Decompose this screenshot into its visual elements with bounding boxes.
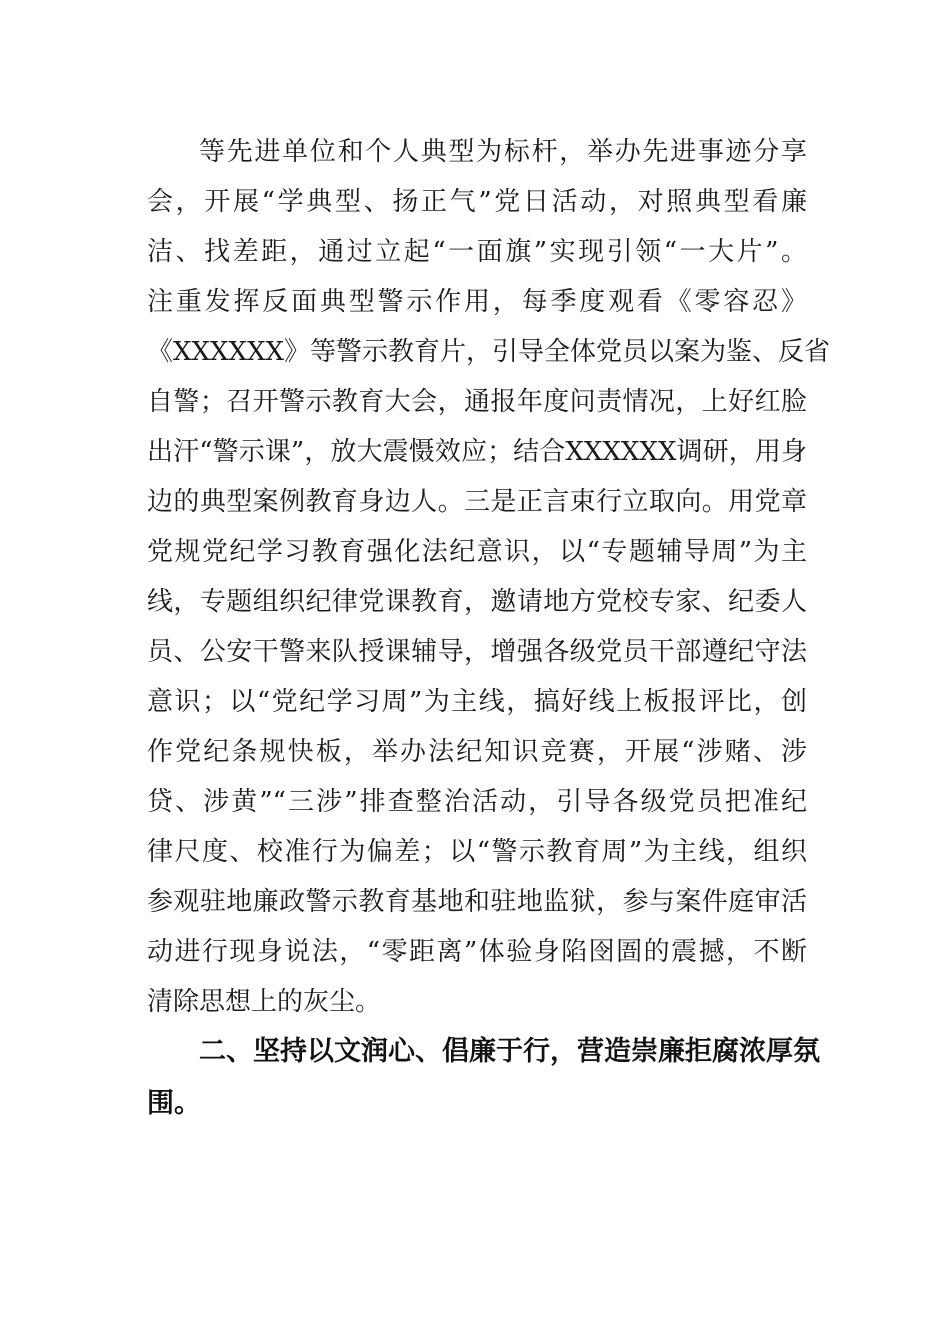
paragraph-line-5: 《XXXXXX》等警示教育片，引导全体党员以案为鉴、反省 <box>147 337 831 367</box>
section-heading-line-1: 二、坚持以文润心、倡廉于行，营造崇廉拒腐浓厚氛 <box>199 1036 820 1067</box>
paragraph-line-4: 注重发挥反面典型警示作用，每季度观看《零容忍》 <box>147 287 807 317</box>
paragraph-line-6: 自警；召开警示教育大会，通报年度问责情况，上好红脸 <box>147 387 807 417</box>
paragraph-line-7: 出汗“警示课”，放大震慑效应；结合XXXXXX调研，用身 <box>147 437 807 467</box>
paragraph-line-3: 洁、找差距，通过立起“一面旗”实现引领“一大片”。 <box>147 237 807 267</box>
paragraph-line-16: 参观驻地廉政警示教育基地和驻地监狱，参与案件庭审活 <box>147 887 807 917</box>
paragraph-line-18: 清除思想上的灰尘。 <box>147 987 382 1017</box>
paragraph-line-1: 等先进单位和个人典型为标杆，举办先进事迹分享 <box>199 137 807 167</box>
paragraph-line-10: 线，专题组织纪律党课教育，邀请地方党校专家、纪委人 <box>147 587 807 617</box>
paragraph-line-2: 会，开展“学典型、扬正气”党日活动，对照典型看廉 <box>147 187 807 217</box>
paragraph-line-8: 边的典型案例教育身边人。三是正言束行立取向。用党章 <box>147 487 807 517</box>
section-heading-line-2: 围。 <box>147 1088 201 1119</box>
paragraph-line-13: 作党纪条规快板，举办法纪知识竞赛，开展“涉赌、涉 <box>147 737 807 767</box>
paragraph-line-15: 律尺度、校准行为偏差；以“警示教育周”为主线，组织 <box>147 837 807 867</box>
paragraph-line-14: 贷、涉黄”“三涉”排查整治活动，引导各级党员把准纪 <box>147 787 807 817</box>
paragraph-line-9: 党规党纪学习教育强化法纪意识，以“专题辅导周”为主 <box>147 537 807 567</box>
paragraph-line-11: 员、公安干警来队授课辅导，增强各级党员干部遵纪守法 <box>147 637 807 667</box>
paragraph-line-12: 意识；以“党纪学习周”为主线，搞好线上板报评比，创 <box>147 687 807 717</box>
paragraph-line-17: 动进行现身说法，“零距离”体验身陷囹圄的震撼，不断 <box>147 937 807 967</box>
